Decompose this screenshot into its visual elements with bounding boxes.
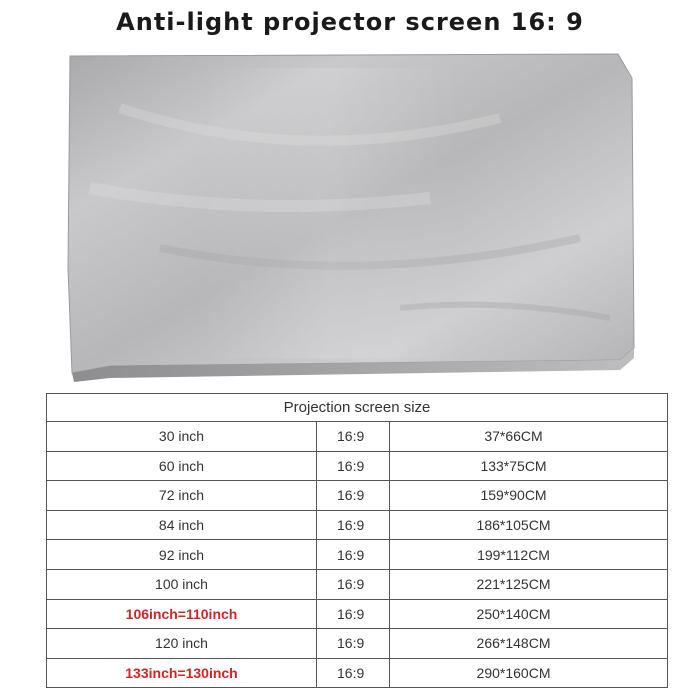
screen-size-cell: 106inch=110inch — [47, 599, 317, 629]
page-title: Anti-light projector screen 16: 9 — [116, 8, 584, 36]
projector-screen-image — [0, 48, 700, 388]
dimensions-cell: 266*148CM — [390, 629, 668, 659]
table-row — [47, 451, 668, 481]
screen-size-cell: 100 inch — [47, 569, 317, 599]
screen-size-cell: 60 inch — [47, 451, 317, 481]
table-header-row — [47, 394, 668, 422]
screen-size-cell: 120 inch — [47, 629, 317, 659]
dimensions-cell: 221*125CM — [390, 569, 668, 599]
table-row — [47, 569, 668, 599]
aspect-ratio-cell: 16:9 — [317, 422, 390, 452]
screen-size-cell: 72 inch — [47, 481, 317, 511]
table-row — [47, 658, 668, 688]
screen-size-cell: 84 inch — [47, 510, 317, 540]
aspect-ratio-cell: 16:9 — [317, 569, 390, 599]
aspect-ratio-cell: 16:9 — [317, 629, 390, 659]
table-row — [47, 540, 668, 570]
aspect-ratio-cell: 16:9 — [317, 658, 390, 688]
table-row — [47, 599, 668, 629]
dimensions-cell: 290*160CM — [390, 658, 668, 688]
aspect-ratio-cell: 16:9 — [317, 599, 390, 629]
table-row — [47, 422, 668, 452]
table-row — [47, 629, 668, 659]
dimensions-cell: 159*90CM — [390, 481, 668, 511]
dimensions-cell: 186*105CM — [390, 510, 668, 540]
table-header: Projection screen size — [47, 394, 668, 422]
aspect-ratio-cell: 16:9 — [317, 481, 390, 511]
aspect-ratio-cell: 16:9 — [317, 540, 390, 570]
screen-size-cell: 92 inch — [47, 540, 317, 570]
screen-size-cell: 133inch=130inch — [47, 658, 317, 688]
aspect-ratio-cell: 16:9 — [317, 510, 390, 540]
dimensions-cell: 250*140CM — [390, 599, 668, 629]
screen-size-table — [46, 393, 668, 688]
dimensions-cell: 133*75CM — [390, 451, 668, 481]
aspect-ratio-cell: 16:9 — [317, 451, 390, 481]
table-row — [47, 510, 668, 540]
screen-size-cell: 30 inch — [47, 422, 317, 452]
dimensions-cell: 37*66CM — [390, 422, 668, 452]
dimensions-cell: 199*112CM — [390, 540, 668, 570]
table-body — [47, 422, 668, 688]
table-row — [47, 481, 668, 511]
